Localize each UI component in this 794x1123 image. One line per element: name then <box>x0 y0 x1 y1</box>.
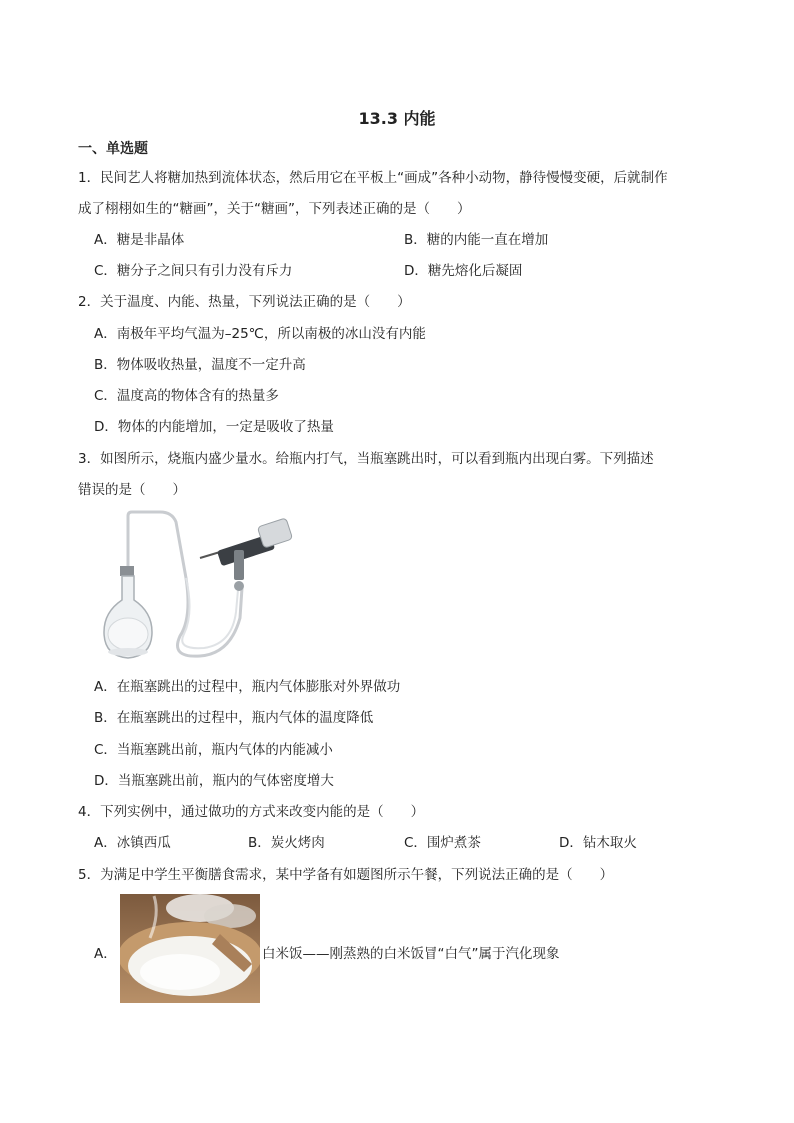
rice-bowl-photo <box>120 894 260 1003</box>
question-2-option-a: A．南极年平均气温为–25℃，所以南极的冰山没有内能 <box>94 326 426 342</box>
stopper-icon <box>120 566 134 576</box>
question-1-stem-line2: 成了栩栩如生的“糖画”，关于“糖画”，下列表述正确的是（ ） <box>78 201 471 217</box>
question-1-option-c: C．糖分子之间只有引力没有斥力 <box>94 263 293 279</box>
question-3-option-a: A．在瓶塞跳出的过程中，瓶内气体膨胀对外界做功 <box>94 679 401 695</box>
question-4-option-d: D．钻木取火 <box>559 835 637 851</box>
question-3-option-b: B．在瓶塞跳出的过程中，瓶内气体的温度降低 <box>94 710 374 726</box>
question-3-option-c: C．当瓶塞跳出前，瓶内气体的内能减小 <box>94 742 333 758</box>
question-1-option-d: D．糖先熔化后凝固 <box>404 263 523 279</box>
question-4-option-a: A．冰镇西瓜 <box>94 835 171 851</box>
question-2-stem: 2．关于温度、内能、热量，下列说法正确的是（ ） <box>78 294 411 310</box>
question-4-option-b: B．炭火烤肉 <box>248 835 325 851</box>
page-title: 13.3 内能 <box>358 109 436 128</box>
flask-pump-figure <box>100 508 296 663</box>
question-5-stem: 5．为满足中学生平衡膳食需求，某中学备有如题图所示午餐，下列说法正确的是（ ） <box>78 867 614 883</box>
question-1-stem-line1: 1．民间艺人将糖加热到流体状态，然后用它在平板上“画成”各种小动物，静待慢慢变硬，后就制作 <box>78 170 668 186</box>
question-3-stem-line1: 3．如图所示，烧瓶内盛少量水。给瓶内打气，当瓶塞跳出时，可以看到瓶内出现白雾。下列描述 <box>78 451 654 467</box>
question-2-option-d: D．物体的内能增加，一定是吸收了热量 <box>94 419 334 435</box>
question-1-option-a: A．糖是非晶体 <box>94 232 185 248</box>
question-2-option-c: C．温度高的物体含有的热量多 <box>94 388 279 404</box>
question-4-stem: 4．下列实例中，通过做功的方式来改变内能的是（ ） <box>78 804 425 820</box>
question-1-option-b: B．糖的内能一直在增加 <box>404 232 549 248</box>
question-4-option-c: C．围炉煮茶 <box>404 835 481 851</box>
question-5-option-a-text: 白米饭——刚蒸熟的白米饭冒“白气”属于汽化现象 <box>262 946 560 962</box>
air-pump-icon <box>200 518 293 591</box>
question-3-stem-line2: 错误的是（ ） <box>78 482 186 498</box>
question-2-option-b: B．物体吸收热量，温度不一定升高 <box>94 357 306 373</box>
question-5-option-a-label: A． <box>94 946 117 962</box>
question-3-option-d: D．当瓶塞跳出前，瓶内的气体密度增大 <box>94 773 334 789</box>
section-heading: 一、单选题 <box>78 141 148 157</box>
